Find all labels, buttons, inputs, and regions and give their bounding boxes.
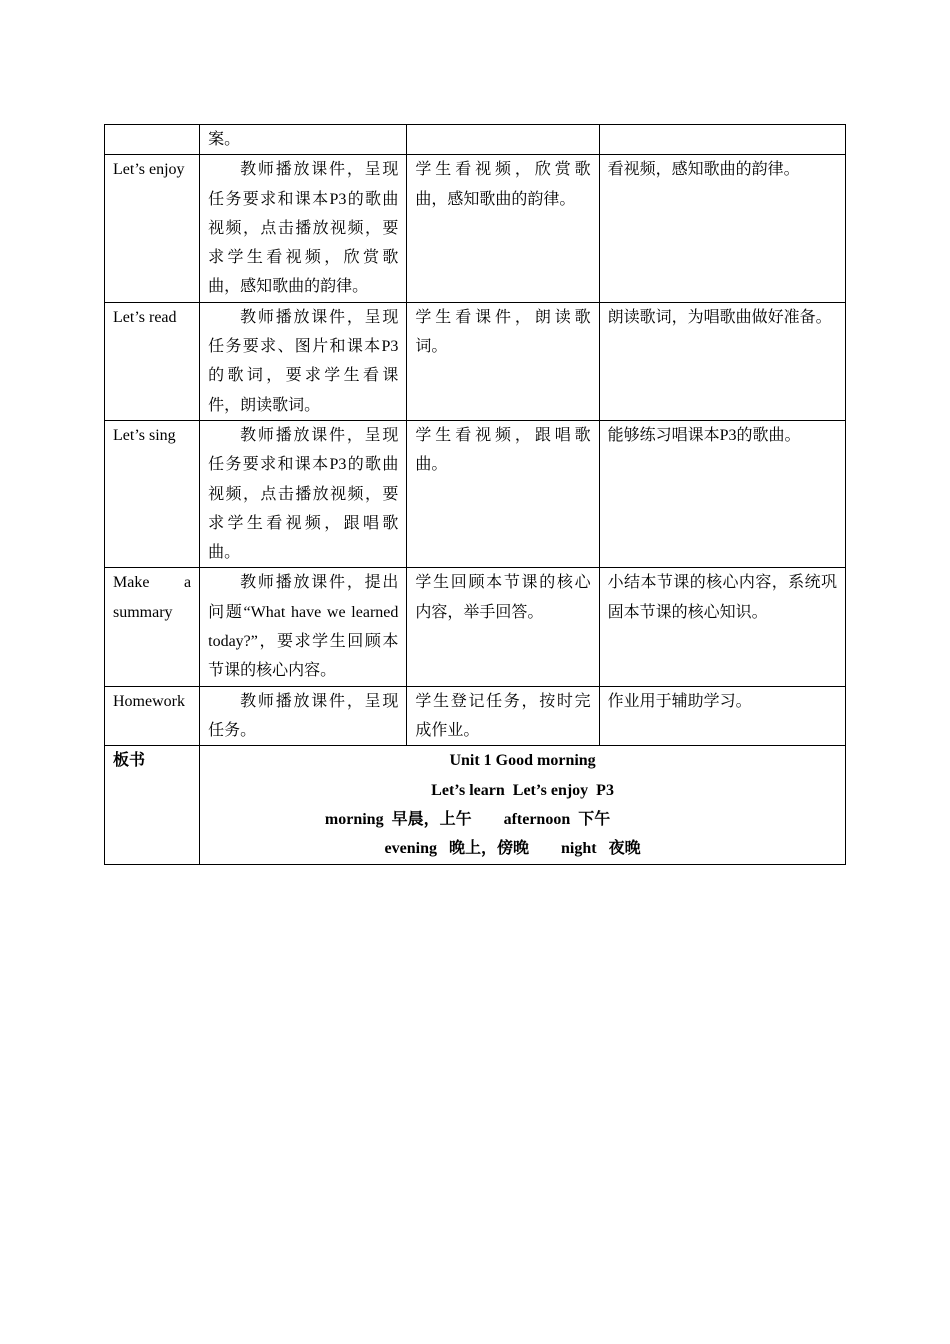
purpose-cell: 能够练习唱课本P3的歌曲。 (599, 420, 845, 567)
table-row (105, 125, 846, 155)
student-activity-cell (407, 125, 599, 155)
board-content-cell (200, 746, 846, 865)
teacher-activity-cell: 教师播放课件，呈现任务要求和课本P3的歌曲视频，点击播放视频，要求学生看视频，欣赏歌曲，感知歌曲的韵律。 (200, 155, 407, 302)
student-activity-cell: 学生看课件，朗读歌词。 (407, 302, 599, 420)
stage-word: Make (113, 574, 150, 592)
board-label-cell: 板书 (105, 746, 200, 865)
stage-cell: Let’s read (105, 302, 200, 420)
table-row (105, 420, 846, 567)
lesson-plan-table (104, 124, 846, 865)
stage-cell: Let’s sing (105, 420, 200, 567)
purpose-cell: 小结本节课的核心内容，系统巩固本节课的核心知识。 (599, 568, 845, 686)
stage-cell (105, 125, 200, 155)
teacher-activity-cell: 教师播放课件，呈现任务要求、图片和课本P3的歌词，要求学生看课件，朗读歌词。 (200, 302, 407, 420)
teacher-activity-cell: 教师播放课件，呈现任务。 (200, 686, 407, 746)
purpose-cell: 朗读歌词，为唱歌曲做好准备。 (599, 302, 845, 420)
teacher-activity-cell: 教师播放课件，提出问题“What have we learned today?”，要求学生回顾本节课的核心内容。 (200, 568, 407, 686)
table-row (105, 746, 846, 865)
table-row (105, 155, 846, 302)
student-activity-cell: 学生看视频，欣赏歌曲，感知歌曲的韵律。 (407, 155, 599, 302)
stage-cell: Homework (105, 686, 200, 746)
board-vocab-line: evening 晚上，傍晚 night 夜晚 (384, 840, 641, 858)
stage-cell: Let’s enjoy (105, 155, 200, 302)
stage-word: a (184, 574, 192, 592)
table-row (105, 686, 846, 746)
table-row (105, 568, 846, 686)
purpose-cell (599, 125, 845, 155)
board-vocab-line: morning 早晨，上午 afternoon 下午 (324, 810, 611, 828)
purpose-cell: 作业用于辅助学习。 (599, 686, 845, 746)
teacher-activity-cell: 案。 (200, 125, 407, 155)
student-activity-cell: 学生回顾本节课的核心内容，举手回答。 (407, 568, 599, 686)
purpose-cell: 看视频，感知歌曲的韵律。 (599, 155, 845, 302)
stage-word: summary (113, 603, 173, 621)
stage-cell (105, 568, 200, 686)
student-activity-cell: 学生登记任务，按时完成作业。 (407, 686, 599, 746)
student-activity-cell: 学生看视频，跟唱歌曲。 (407, 420, 599, 567)
teacher-activity-cell: 教师播放课件，呈现任务要求和课本P3的歌曲视频，点击播放视频，要求学生看视频，跟唱歌曲。 (200, 420, 407, 567)
board-subtitle: Let’s learn Let’s enjoy P3 (431, 781, 614, 799)
board-title: Unit 1 Good morning (449, 752, 596, 770)
table-row (105, 302, 846, 420)
